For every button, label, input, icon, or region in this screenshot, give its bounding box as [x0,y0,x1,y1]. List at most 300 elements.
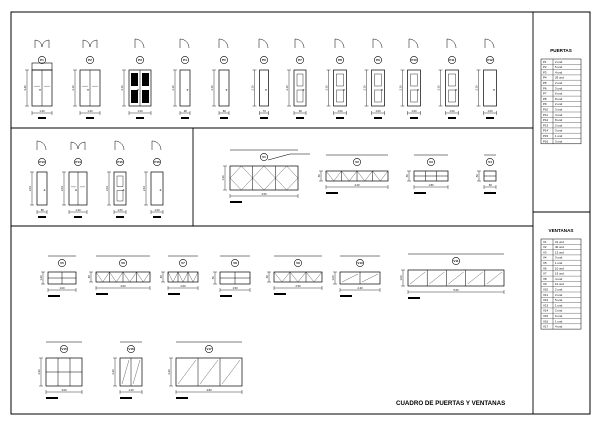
door-swing-symbol [83,40,97,48]
door-elevation-p11 [437,39,459,119]
width-dimension-label: 3.00 [61,389,67,392]
scale-bar [326,192,338,194]
schedule-qty: 15 und [555,271,564,276]
schedule-qty: 2 und [555,287,563,292]
door-panel-dark [142,90,149,103]
schedule-code: P5 [543,81,547,85]
width-dimension-label: 2.00 [180,285,186,288]
door-frame [408,70,421,106]
scale-bar [340,295,352,297]
window-opening-mark [342,171,350,181]
scale-bar [448,117,456,119]
schedule-qty: 10 und [555,266,564,271]
door-panel [337,90,344,102]
window-opening-mark [274,272,282,282]
door-swing-symbol [259,39,268,48]
scale-bar [220,295,232,297]
schedule-qty: 4 und [555,324,563,329]
window-opening-mark [173,272,178,282]
tag-label: V17 [206,347,212,352]
door-handle [160,190,161,191]
door-panel [449,90,456,102]
height-dimension-label: 2.20 [38,369,41,375]
scale-bar [38,117,46,119]
door-swing-symbol [37,141,46,150]
width-dimension-label: 4.80 [206,389,212,392]
window-elevation-v8 [211,256,250,297]
door-elevation-p12 [475,39,497,119]
window-opening-mark [362,274,378,282]
schedule-code: P8 [543,96,547,101]
door-panel [117,191,123,202]
schedule-qty: 8 und [555,118,563,123]
door-elevation-p3 [120,39,151,119]
window-opening-mark [193,272,198,282]
width-dimension-label: 1.20 [75,209,81,212]
width-dimension-label: .90 [298,110,302,113]
width-dimension-label: 1.00 [375,110,381,113]
tag-label: V11 [453,259,459,264]
schedule-qty: 6 und [555,91,563,96]
schedule-qty: 2 und [555,59,563,64]
height-dimension-label: 2.10 [106,185,109,192]
schedule-code: V10 [543,287,549,292]
height-dimension-label: 2.10 [72,85,75,91]
scale-bar [168,293,180,295]
height-dimension-label: 1.20 [222,175,225,181]
door-panel-dark [142,73,149,86]
door-panel [375,90,382,102]
schedule-qty: 2 und [555,308,563,313]
window-opening-mark [298,272,306,282]
window-opening-mark [290,272,298,282]
door-swing-symbol [152,141,161,150]
schedule-qty: 1 und [555,261,563,265]
height-dimension-label: .50 [266,275,269,279]
window-opening-mark [143,272,150,282]
schedule-code: V5 [543,261,547,265]
height-dimension-label: 1.20 [40,275,43,281]
window-elevation-v5 [39,256,76,297]
schedule-qty: 4 und [555,112,563,117]
door-frame [151,172,163,205]
door-panel-dark [131,73,138,86]
height-dimension-label: 2.10 [251,85,255,91]
width-dimension-label: 4.60 [261,193,267,196]
tag-label: P15 [117,160,123,165]
door-swing-symbol [135,39,144,48]
schedule-code: V4 [543,255,547,260]
scale-bar [296,117,304,119]
scale-bar [116,216,124,218]
door-panel [337,74,344,86]
door-frame [446,70,459,106]
door-frame [219,70,229,106]
sheet-border [11,12,590,414]
width-dimension-label: 1.00 [337,110,343,113]
tag-label: V6 [121,261,125,266]
door-handle [303,89,304,90]
schedule-qty: 2 und [555,81,563,85]
schedule-code: V2 [543,245,547,250]
door-panel [411,90,418,102]
window-opening-mark [253,166,276,190]
width-dimension-label: 1.50 [232,287,238,290]
window-opening-mark [123,272,130,282]
callout-leader [268,154,290,160]
door-elevation-p15 [105,141,126,218]
window-opening-mark [448,272,463,284]
width-dimension-label: .80 [40,209,44,212]
height-dimension-label: 2.20 [112,369,115,375]
window-elevation-v16 [111,342,142,399]
schedule-code: P15 [543,134,549,138]
door-elevation-p14 [60,142,87,218]
height-dimension-label: .50 [212,276,215,280]
window-opening-mark [188,272,193,282]
height-dimension-label: 2.10 [29,185,32,192]
schedule-qty: 3 und [555,139,563,144]
schedule-qty: 6 und [555,314,563,318]
tag-label: P4 [183,58,187,63]
schedule-qty: 1 und [555,319,563,324]
door-swing-symbol [335,39,344,48]
width-dimension-label: 1.20 [128,389,134,392]
tag-label: P11 [449,58,455,63]
window-opening-mark [410,272,425,284]
schedule-code: P1 [543,59,547,64]
schedule-code: V8 [543,276,547,281]
tag-label: V7 [181,261,185,266]
schedule-code: P4 [543,75,547,80]
width-dimension-label: 2.40 [357,287,363,290]
scale-bar [48,295,60,297]
window-opening-mark [380,171,388,181]
scale-bar [38,216,46,218]
tag-label: V1 [262,155,266,160]
schedule-qty: 26 und [555,75,564,80]
schedule-code: P3 [543,70,547,75]
schedule-code: V16 [543,319,549,324]
height-dimension-label: .50 [160,275,163,279]
tag-label: V16 [128,347,134,352]
schedule-code: V9 [543,282,547,287]
window-opening-mark [282,272,290,282]
window-elevation-v15 [37,342,82,399]
window-frame [168,272,198,282]
door-swing-symbol [180,39,189,48]
schedule-code: P14 [543,128,549,133]
tag-label: P5 [222,58,226,63]
height-dimension-label: 2.10 [61,185,64,192]
window-opening-mark [357,171,365,181]
height-dimension-label: 2.10 [172,85,175,91]
door-handle [123,190,124,191]
window-elevation-v4 [475,155,496,194]
height-dimension-label: 2.10 [475,85,479,91]
window-opening-mark [122,360,129,384]
width-dimension-label: .80 [222,110,226,113]
door-swing-symbol [71,142,85,150]
door-elevation-p13 [28,141,47,218]
scale-bar [176,397,188,399]
door-handle [39,89,40,90]
door-elevation-p10 [399,39,421,119]
scale-bar [181,117,189,119]
schedule-code: V11 [543,292,548,297]
width-dimension-label: 1.20 [39,110,45,113]
window-schedule-table [541,228,581,329]
height-dimension-label: .50 [318,174,321,178]
scale-bar [408,297,420,299]
schedule-qty: 3 und [555,255,563,260]
door-handle [187,89,188,90]
door-frame [114,172,126,205]
door-frame [484,70,497,106]
height-dimension-label: 2.20 [168,369,171,375]
width-dimension-label: 1.00 [487,110,493,113]
tag-label: V4 [488,160,492,165]
door-panel [297,90,303,102]
scale-bar [410,117,418,119]
height-dimension-label: 2.10 [143,185,146,192]
height-dimension-label: 2.10 [399,85,403,91]
tag-label: P6 [262,58,266,63]
window-elevation-v9 [265,256,322,295]
height-dimension-label: 2.10 [286,85,289,91]
schedule-code: P13 [543,123,549,128]
tag-label: P8 [338,58,342,63]
window-elevation-v10 [331,256,380,297]
door-handle [493,89,494,90]
door-frame [180,70,190,106]
door-panel-dark [131,90,138,103]
door-elevation-p1 [23,40,52,119]
schedule-qty: 1 und [555,134,563,138]
door-panel [411,74,418,86]
window-opening-mark [314,272,322,282]
window-opening-mark [373,171,381,181]
window-opening-mark [365,171,373,181]
height-dimension-label: .50 [406,174,409,178]
tag-label: P2 [88,58,92,63]
door-swing-symbol [115,141,124,150]
window-opening-mark [178,272,183,282]
door-swing-symbol [409,39,418,48]
schedule-code: V15 [543,314,549,318]
height-dimension-label: 1.00 [332,275,335,281]
schedule-qty: 3 und [555,107,563,112]
tag-label: P14 [75,160,81,165]
scale-bar [274,293,286,295]
window-opening-mark [110,272,117,282]
width-dimension-label: 4.20 [354,184,360,187]
schedule-code: V1 [543,239,547,244]
window-frame [230,166,298,190]
door-panel [297,74,303,86]
window-opening-mark [183,272,188,282]
door-handle [137,89,138,90]
schedule-code: P7 [543,91,547,96]
schedule-qty: 3 und [555,86,563,91]
door-handle [343,89,344,90]
door-frame [294,70,306,106]
schedule-code: V14 [543,308,549,313]
schedule-code: P16 [543,139,549,144]
door-frame [260,70,269,106]
door-handle [265,89,266,90]
window-opening-mark [178,360,196,384]
tag-label: V9 [296,261,300,266]
schedule-code: P11 [543,112,548,117]
window-opening-mark [230,166,253,190]
scale-bar [46,397,58,399]
door-frame [37,172,47,205]
door-handle [455,89,456,90]
door-handle [87,89,88,90]
scale-bar [484,192,496,194]
tag-label: V5 [60,261,64,266]
window-opening-mark [334,171,342,181]
schedule-qty: 40 und [555,245,564,250]
window-opening-mark [468,272,483,284]
width-dimension-label: .50 [488,184,492,187]
door-elevation-p16 [142,141,163,218]
height-dimension-label: .50 [88,275,91,279]
schedule-qty: 3 und [555,128,563,133]
schedule-code: V6 [543,266,547,271]
tag-label: V2 [355,160,359,165]
tag-label: V10 [357,261,363,266]
scale-bar [486,117,494,119]
door-handle [417,89,418,90]
doors-elevations-row-1 [23,39,497,119]
door-elevation-p4 [171,39,190,119]
schedule-qty: 4 und [555,70,563,75]
door-panel [117,176,123,187]
width-dimension-label: 1.00 [117,209,123,212]
window-opening-mark [116,272,123,282]
schedule-qty: 2 und [555,123,563,128]
door-transom [32,63,52,70]
width-dimension-label: 5.60 [453,289,459,292]
tag-label: P12 [487,58,493,63]
tag-label: V3 [429,160,433,165]
width-dimension-label: .90 [183,110,187,113]
scale-bar [260,117,268,119]
schedule-code: V13 [543,303,549,308]
width-dimension-label: 2.50 [295,285,301,288]
schedule-qty: 13 und [555,250,564,255]
scale-bar [86,117,94,119]
schedule-code: P10 [543,107,549,112]
tag-label: P7 [298,58,302,63]
height-dimension-label: 2.10 [363,85,367,91]
schedule-qty: 5 und [555,298,563,303]
window-elevation-v6 [87,256,150,295]
schedule-code: P2 [543,65,547,70]
window-elevation-v2 [317,155,388,194]
window-opening-mark [103,272,110,282]
window-opening-mark [200,360,218,384]
schedule-qty: 2 und [555,102,563,107]
scale-bar [414,192,426,194]
schedule-code: P9 [543,102,547,107]
scale-bar [220,117,228,119]
door-swing-symbol [35,40,49,48]
sheet-title: CUADRO DE PUERTAS Y VENTANAS [396,400,506,407]
window-elevation-v11 [399,254,504,299]
window-opening-mark [342,274,358,282]
height-dimension-label: 3.40 [24,85,27,91]
door-elevation-p6 [251,39,269,119]
window-opening-mark [96,272,103,282]
door-elevation-p5 [210,39,229,119]
tag-label: P13 [39,160,45,165]
height-dimension-label: 2.10 [437,85,441,91]
height-dimension-label: 1.00 [400,275,403,281]
window-opening-mark [137,272,144,282]
door-schedule-table [541,48,581,144]
scale-bar [230,201,242,203]
tag-label: P1 [40,58,44,63]
schedule-code: P12 [543,118,549,123]
width-dimension-label: 1.20 [137,110,143,113]
window-elevation-v17 [167,342,242,399]
height-dimension-label: 2.10 [325,85,329,91]
height-dimension-label: 2.10 [211,85,214,91]
scale-bar [136,117,144,119]
scale-bar [120,397,132,399]
window-opening-mark [326,171,334,181]
window-opening-mark [275,166,298,190]
tag-label: V8 [233,261,237,266]
window-opening-mark [168,272,173,282]
scale-bar [96,293,108,295]
door-swing-symbol [447,39,456,48]
window-opening-mark [349,171,357,181]
door-swing-symbol [219,39,228,48]
schedule-code: V7 [543,271,547,276]
width-dimension-label: 1.00 [411,110,417,113]
scale-bar [74,216,82,218]
window-elevation-v7 [159,256,198,295]
door-frame [372,70,385,106]
schedule-qty: 1 und [555,303,563,308]
window-opening-mark [487,272,502,284]
tag-label: P3 [138,58,142,63]
window-elevation-v3 [405,155,448,194]
door-elevation-p7 [285,39,306,119]
tag-label: P9 [376,58,380,63]
width-dimension-label: 1.80 [428,184,434,187]
windows-elevations-middle [221,150,496,203]
window-elevation-v1 [221,150,298,203]
scale-bar [153,216,161,218]
window-opening-mark [222,360,240,384]
schedule-qty: 2 und [555,292,563,297]
door-swing-symbol [373,39,382,48]
door-handle [226,89,227,90]
height-dimension-label: .50 [476,174,479,178]
schedule-code: V17 [543,324,549,329]
schedule-qty: 31 und [555,239,564,244]
height-dimension-label: 2.10 [121,85,124,91]
tag-label: P16 [154,160,160,165]
windows-elevations-lower [39,254,504,299]
schedule-heading: PUERTAS [550,48,572,53]
width-dimension-label: .70 [262,110,266,113]
